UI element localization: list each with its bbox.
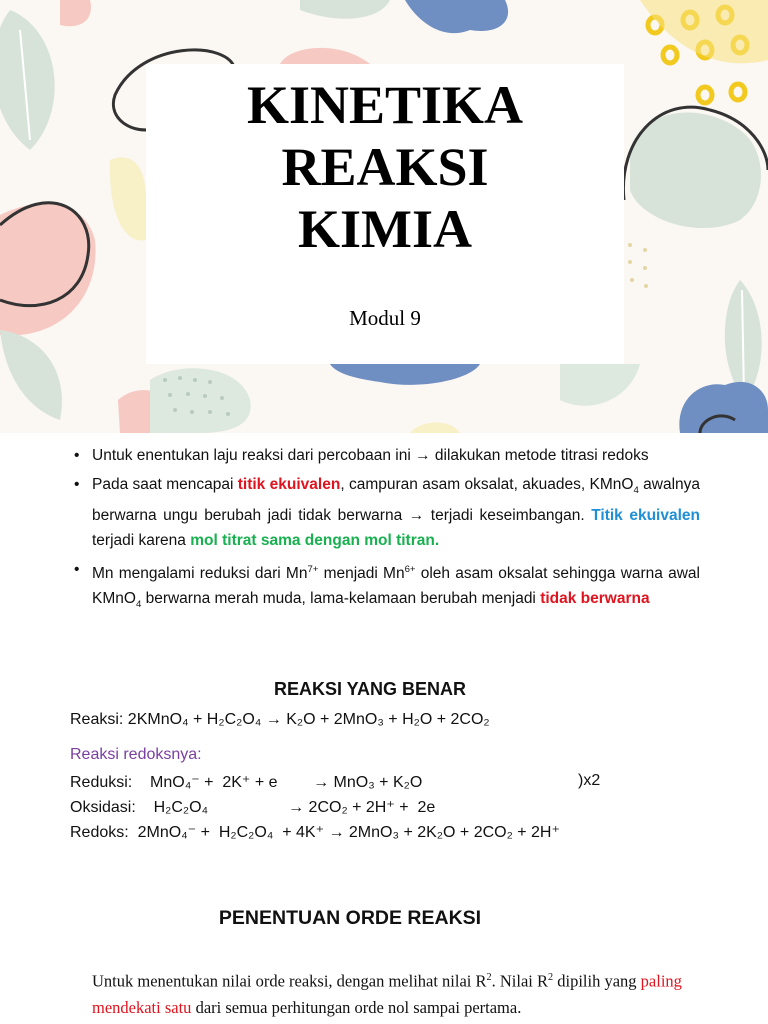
content-slide	[0, 433, 768, 1024]
oxidation-equation: Oksidasi: H₂C₂O₄ → 2CO₂ + 2H⁺ + 2e	[70, 799, 436, 816]
superscript: 2	[548, 972, 554, 983]
highlight-red: tidak berwarna	[540, 590, 650, 608]
cover-title-line: KINETIKA	[246, 75, 524, 135]
cover-slide	[0, 0, 768, 433]
redox-label: Reaksi redoksnya:	[70, 746, 202, 763]
redox-equation: Redoks: 2MnO₄⁻ + H₂C₂O₄ + 4K⁺ → 2MnO₃ + 2K₂O + 2CO₂ + 2H⁺	[70, 824, 560, 841]
bullet-text: menjadi Mn	[318, 565, 405, 583]
reduction-multiplier: )x2	[578, 772, 601, 789]
bullet-text: oleh asam oksalat sehingga warna awal KMnO	[92, 565, 700, 608]
order-paragraph	[92, 965, 692, 1021]
blue-blob-shape	[679, 382, 768, 433]
bullet-text: awalnya berwarna ungu berubah jadi tidak berwarna → terjadi keseimbangan.	[92, 476, 700, 525]
superscript: 2	[486, 972, 492, 983]
subscript: 4	[633, 485, 639, 497]
bullet-item	[70, 472, 700, 553]
highlight-red: titik ekuivalen	[237, 476, 341, 493]
paragraph-text: dari semua perhitungan orde nol sampai pertama.	[191, 997, 522, 1017]
bullet-text: Mn mengalami reduksi dari Mn	[92, 565, 308, 583]
pink-blob-shape	[0, 204, 96, 335]
blue-blob-shape	[405, 0, 508, 33]
highlight-red: paling mendekati satu	[92, 971, 682, 1017]
cover-subtitle: Modul 9	[349, 306, 421, 330]
title-card	[146, 64, 624, 364]
cover-title	[146, 74, 624, 260]
paragraph-text: . Nilai R	[491, 971, 549, 991]
sage-blob-shape	[300, 0, 390, 19]
bullet-text: , campuran asam oksalat, akuades, KMnO	[340, 476, 634, 493]
bullet-text: Untuk enentukan laju reaksi dari percobaan ini → dilakukan metode titrasi redoks	[92, 447, 649, 464]
bullet-list	[70, 443, 700, 621]
blue-blob-shape	[330, 364, 480, 385]
bullet-text: Pada saat mencapai	[92, 476, 238, 493]
superscript: 7+	[307, 564, 319, 576]
reaction-heading: REAKSI YANG BENAR	[273, 679, 467, 699]
highlight-green: mol titrat sama dengan mol titran.	[190, 532, 440, 550]
sage-leaf-shape	[0, 10, 55, 150]
sage-leaf-shape	[0, 330, 62, 420]
subscript: 4	[135, 599, 142, 611]
superscript: 6+	[404, 564, 416, 576]
cream-blob-shape	[410, 422, 460, 433]
reduction-equation: Reduksi: MnO₄⁻ + 2K⁺ + e → MnO₃ + K₂O	[70, 774, 423, 791]
cover-title-line: KIMIA	[298, 199, 472, 259]
cover-title-line: REAKSI	[281, 137, 489, 197]
dot-pattern	[628, 243, 648, 288]
sage-blob-shape	[560, 364, 640, 406]
paragraph-text: Untuk menentukan nilai orde reaksi, dengan melihat nilai R	[92, 971, 487, 991]
bullet-text: berwarna merah muda, lama-kelamaan berubah menjadi	[141, 590, 541, 608]
bullet-item	[70, 443, 700, 468]
cream-blob-shape	[110, 157, 146, 240]
main-reaction: Reaksi: 2KMnO₄ + H₂C₂O₄ → K₂O + 2MnO₃ + H₂O + 2CO₂	[70, 711, 490, 728]
bullet-item	[70, 557, 700, 617]
bullet-text: terjadi karena	[92, 532, 191, 550]
order-heading: PENENTUAN ORDE REAKSI	[218, 907, 482, 929]
pink-blob-shape	[60, 0, 91, 26]
paragraph-text: dipilih yang	[553, 971, 641, 991]
highlight-blue: Titik ekuivalen	[591, 507, 700, 525]
sage-blob-shape	[630, 113, 761, 228]
pink-blob-shape	[280, 48, 370, 64]
